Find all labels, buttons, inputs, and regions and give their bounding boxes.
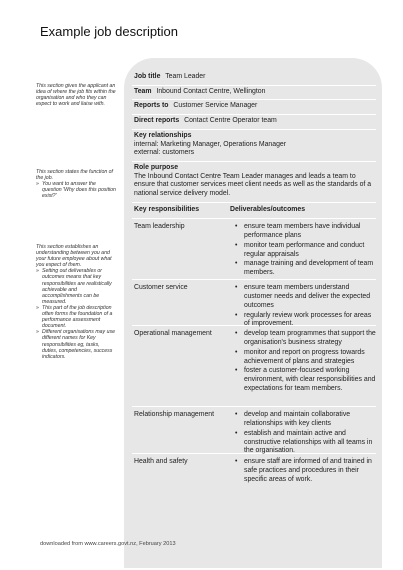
table-row [132, 280, 376, 326]
responsibility-area: Customer service [134, 284, 188, 292]
deliverable-item: • develop and maintain collaborative relationships with key clients [230, 411, 376, 428]
deliverable-item: • ensure team members have individual performance plans [230, 223, 376, 240]
responsibilities-table-header [132, 203, 376, 220]
sidebar-note-bullet: » Setting out deliverables or outcomes means that key responsibilities are realistically achievable and accomplishments can be measured. [36, 268, 116, 305]
deliverable-item: • develop team programmes that support the organisation's business strategy [230, 330, 376, 347]
footer-source: downloaded from www.careers.govt.nz, February 2013 [40, 541, 176, 547]
sidebar-note-text: This section establishes an understanding between you and your future employee about what you expect of them. [36, 244, 112, 269]
responsibility-area: Operational management [134, 330, 212, 338]
key-relationships-label: Key relationships [134, 131, 192, 139]
responsibility-area: Relationship management [134, 411, 215, 419]
sidebar-note-responsibilities [36, 244, 116, 360]
deliverable-item: • monitor team performance and conduct regular appraisals [230, 242, 376, 259]
table-row [132, 326, 376, 407]
sidebar-note-bullet: » Different organisations may use different names for Key responsibilities eg, tasks, duties, competencies, success indicators. [36, 329, 116, 359]
responsibility-area: Team leadership [134, 223, 185, 231]
page-title: Example job description [40, 24, 179, 39]
responsibility-area: Health and safety [134, 458, 188, 466]
job-title-label: Job title [134, 73, 161, 80]
table-row [132, 454, 376, 488]
column-header-deliverables: Deliverables/outcomes [230, 205, 306, 213]
deliverable-item: • monitor and report on progress towards achievement of plans and strategies [230, 349, 376, 366]
deliverable-item: • ensure staff are informed of and trained in safe practices and procedures in their specific areas of work. [230, 458, 376, 484]
key-relationships-row [132, 130, 376, 162]
direct-reports-value: Contact Centre Operator team [184, 117, 277, 125]
team-label: Team [134, 87, 152, 95]
job-description-body [132, 71, 376, 489]
job-title-row [132, 71, 376, 86]
sidebar-note-text: This section gives the applicant an idea of where the job fits within the organisation and who they can expect to work and liaise with. [36, 83, 116, 108]
sidebar-note-list [36, 268, 116, 359]
sidebar-note-bullet: » You want to answer the question 'Why does this position exist?' [36, 181, 116, 199]
deliverables-list [230, 458, 376, 485]
reports-to-label: Reports to [134, 102, 169, 110]
table-row [132, 407, 376, 454]
team-value: Inbound Contact Centre, Wellington [156, 87, 266, 95]
role-purpose-text: The Inbound Contact Centre Team Leader manages and leads a team to ensure that customer services meet client needs as well as the standards of a national service delivery model. [134, 172, 372, 198]
direct-reports-row [132, 115, 376, 130]
sidebar-note-placement [36, 83, 116, 107]
job-title-value: Team Leader [165, 73, 206, 80]
role-purpose-label: Role purpose [134, 163, 179, 171]
direct-reports-label: Direct reports [134, 117, 180, 125]
deliverables-list [230, 330, 376, 403]
role-purpose-row [132, 162, 376, 203]
deliverable-item: • ensure team members understand customer needs and deliver the expected outcomes [230, 284, 376, 310]
team-row [132, 86, 376, 101]
deliverable-item: • manage training and development of team members. [230, 260, 376, 277]
reports-to-value: Customer Service Manager [173, 102, 258, 110]
sidebar-note-bullet: » This part of the job description often forms the foundation of a performance assessment document. [36, 305, 116, 329]
deliverables-list [230, 284, 376, 328]
sidebar-note-list [36, 181, 116, 199]
reports-to-row [132, 100, 376, 115]
sidebar-note-text: This section states the function of the job. [36, 169, 113, 182]
deliverables-list [230, 411, 376, 455]
deliverables-list [230, 223, 376, 276]
deliverable-item: • establish and maintain active and constructive relationships with all teams in the organisation. [230, 430, 376, 456]
table-row [132, 219, 376, 280]
external-relationships: external: customers [134, 149, 195, 157]
deliverable-item: • regularly review work processes for areas of improvement. [230, 312, 376, 329]
internal-relationships: internal: Marketing Manager, Operations Manager [134, 140, 287, 148]
deliverable-item: • foster a customer-focused working environment, with clear responsibilities and expectations for team members. [230, 367, 376, 393]
column-header-responsibilities: Key responsibilities [134, 205, 200, 213]
sidebar-note-role-purpose [36, 169, 116, 199]
